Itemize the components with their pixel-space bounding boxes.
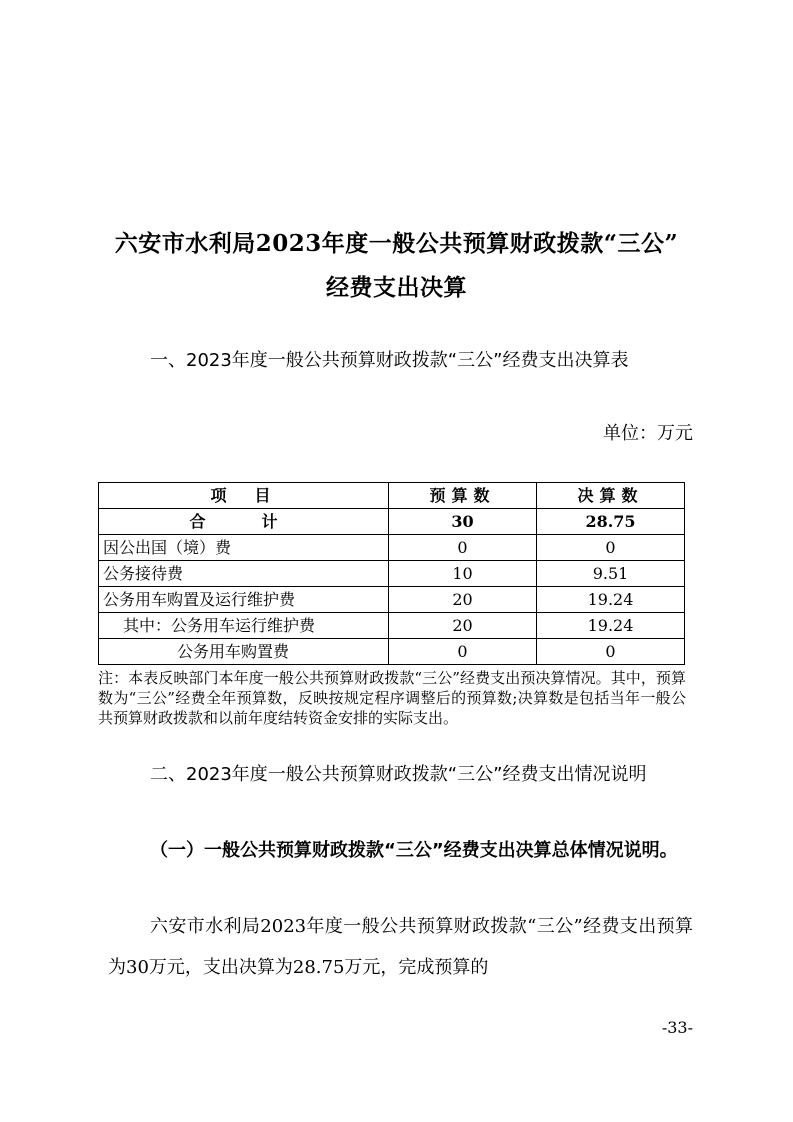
row-actual: 0 [537, 535, 685, 561]
row-actual: 28.75 [537, 509, 685, 535]
table-header-row [99, 483, 685, 509]
row-name: 因公出国（境）费 [99, 535, 389, 561]
section-2-subheading: （一）一般公共预算财政拨款“三公”经费支出决算总体情况说明。 [150, 840, 678, 861]
header-item: 项 目 [99, 483, 389, 509]
table-row [99, 639, 685, 665]
title-line-2: 经费支出决算 [326, 274, 467, 301]
header-budget: 预算数 [389, 483, 537, 509]
table-note: 注：本表反映部门本年度一般公共预算财政拨款“三公”经费支出预决算情况。其中，预算数为“三公”经费全年预算数，反映按规定程序调整后的预算数;决算数是包括当年一般公共预算财政拨款和以前年度结转资金安排的实际支出。 [98, 669, 686, 727]
row-actual: 19.24 [537, 587, 685, 613]
row-name: 公务接待费 [99, 561, 389, 587]
table-row [99, 561, 685, 587]
row-budget: 20 [389, 587, 537, 613]
section-2-body: 六安市水利局2023年度一般公共预算财政拨款“三公”经费支出预算为30万元，支出决算为28.75万元，完成预算的 [108, 916, 693, 978]
row-name: 公务用车购置费 [99, 639, 389, 665]
section-1-heading: 一、2023年度一般公共预算财政拨款“三公”经费支出决算表 [150, 350, 629, 371]
page-number: -33- [661, 1018, 693, 1037]
table-row [99, 587, 685, 613]
table-row-total [99, 509, 685, 535]
table-row [99, 535, 685, 561]
title-line-1: 六安市水利局2023年度一般公共预算财政拨款“三公” [114, 230, 679, 257]
row-budget: 0 [389, 639, 537, 665]
row-budget: 20 [389, 613, 537, 639]
row-actual: 9.51 [537, 561, 685, 587]
table-row [99, 613, 685, 639]
header-actual: 决算数 [537, 483, 685, 509]
expenditure-table [98, 482, 685, 665]
row-name: 其中：公务用车运行维护费 [99, 613, 389, 639]
unit-label: 单位：万元 [603, 423, 693, 444]
row-actual: 0 [537, 639, 685, 665]
row-budget: 0 [389, 535, 537, 561]
row-budget: 10 [389, 561, 537, 587]
section-2-heading: 二、2023年度一般公共预算财政拨款“三公”经费支出情况说明 [150, 764, 647, 785]
row-name: 合 计 [99, 509, 389, 535]
row-name: 公务用车购置及运行维护费 [99, 587, 389, 613]
document-title [100, 222, 693, 310]
row-actual: 19.24 [537, 613, 685, 639]
row-budget: 30 [389, 509, 537, 535]
